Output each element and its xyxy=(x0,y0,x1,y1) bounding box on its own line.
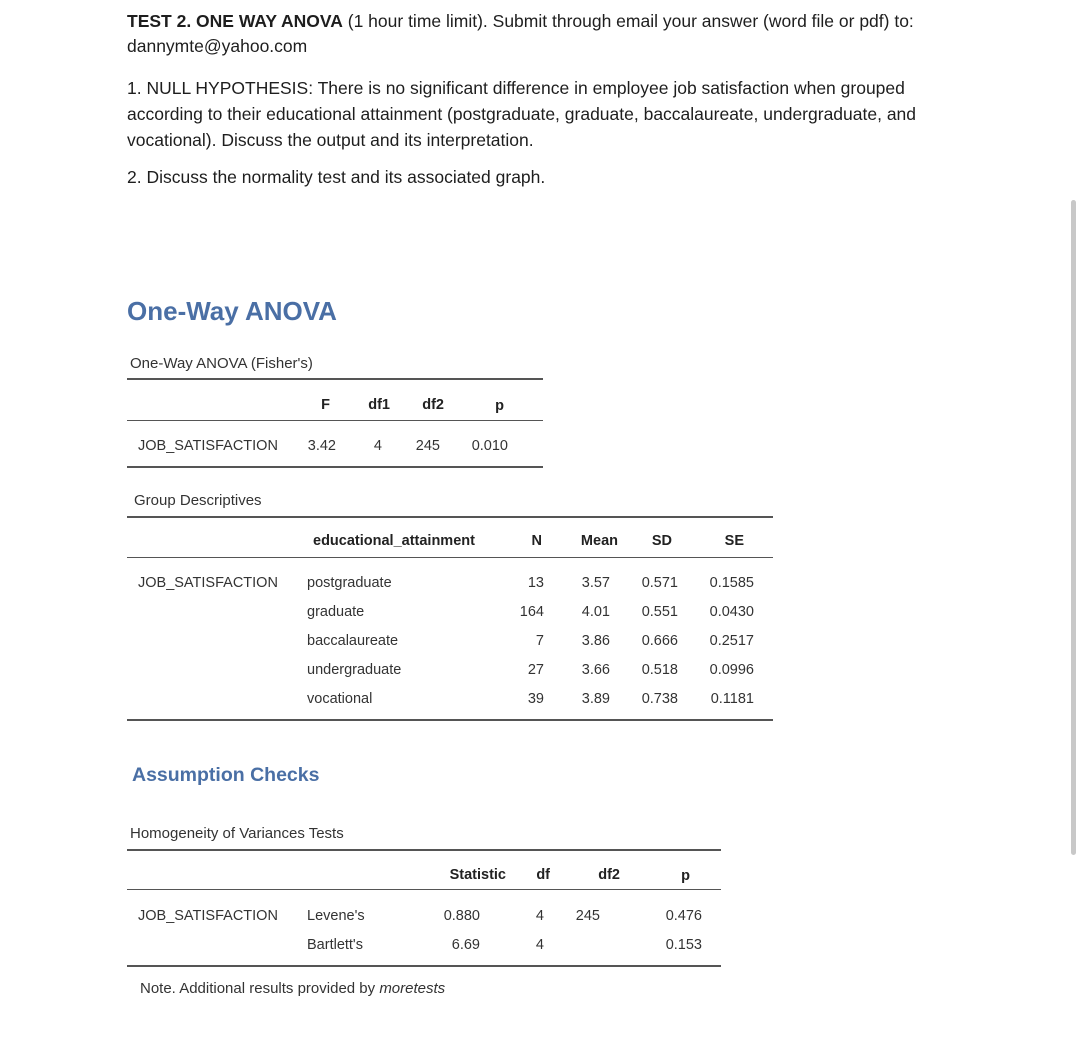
email-address: dannymte@yahoo.com xyxy=(127,36,308,56)
group-sd: 0.551 xyxy=(641,604,678,620)
group-name: undergraduate xyxy=(307,662,402,678)
vertical-scrollbar[interactable] xyxy=(1071,200,1076,855)
descriptives-header-n: N xyxy=(531,533,542,549)
group-sd: 0.666 xyxy=(641,633,678,649)
test-df: 4 xyxy=(535,908,544,924)
anova-header-df2: df2 xyxy=(422,397,444,413)
test-statistic: 6.69 xyxy=(451,937,480,953)
group-name: vocational xyxy=(307,691,373,707)
group-n: 7 xyxy=(535,633,544,649)
group-n: 27 xyxy=(527,662,544,678)
anova-row-label: JOB_SATISFACTION xyxy=(138,438,278,454)
anova-header-rule xyxy=(127,420,543,421)
anova-header-p: p xyxy=(495,398,504,414)
anova-f-value: 3.42 xyxy=(307,438,336,454)
homogeneity-header-df: df xyxy=(536,867,550,883)
homogeneity-header-statistic: Statistic xyxy=(449,867,506,883)
group-mean: 3.57 xyxy=(581,575,610,591)
question-2: 2. Discuss the normality test and its associated graph. xyxy=(127,167,546,187)
table-note xyxy=(140,980,445,997)
test-name: Bartlett's xyxy=(307,937,363,953)
descriptives-header-rule xyxy=(127,557,773,558)
anova-header-f: F xyxy=(321,397,330,413)
group-sd: 0.518 xyxy=(641,662,678,678)
anova-table-caption: One-Way ANOVA (Fisher's) xyxy=(130,355,313,372)
descriptives-top-rule xyxy=(127,516,773,518)
descriptives-caption: Group Descriptives xyxy=(134,492,262,509)
group-n: 13 xyxy=(527,575,544,591)
group-name: graduate xyxy=(307,604,365,620)
homogeneity-caption: Homogeneity of Variances Tests xyxy=(130,825,344,842)
group-se: 0.0996 xyxy=(709,662,754,678)
group-se: 0.2517 xyxy=(709,633,754,649)
test-heading xyxy=(127,9,957,59)
test-statistic: 0.880 xyxy=(443,908,480,924)
test-instructions: (1 hour time limit). Submit through email your answer (word file or pdf) to: xyxy=(342,11,914,31)
group-n: 164 xyxy=(519,604,544,620)
anova-p-value: 0.010 xyxy=(471,438,508,454)
descriptives-header-se: SE xyxy=(724,533,744,549)
homogeneity-header-rule xyxy=(127,889,721,890)
group-mean: 3.86 xyxy=(581,633,610,649)
descriptives-header-group: educational_attainment xyxy=(313,533,475,549)
group-mean: 4.01 xyxy=(581,604,610,620)
descriptives-header-sd: SD xyxy=(651,533,672,549)
homogeneity-top-rule xyxy=(127,849,721,851)
homogeneity-header-df2: df2 xyxy=(598,867,620,883)
homogeneity-header-p: p xyxy=(681,868,690,884)
anova-df1-value: 4 xyxy=(373,438,382,454)
test-name: Levene's xyxy=(307,908,365,924)
anova-header-df1: df1 xyxy=(368,397,390,413)
group-se: 0.1585 xyxy=(709,575,754,591)
group-sd: 0.738 xyxy=(641,691,678,707)
test-df: 4 xyxy=(535,937,544,953)
homogeneity-bottom-rule xyxy=(127,965,721,967)
descriptives-variable-label: JOB_SATISFACTION xyxy=(138,575,278,591)
note-text: Note. Additional results provided by xyxy=(140,980,380,997)
homogeneity-variable-label: JOB_SATISFACTION xyxy=(138,908,278,924)
descriptives-bottom-rule xyxy=(127,719,773,721)
anova-section-title: One-Way ANOVA xyxy=(127,296,337,326)
group-sd: 0.571 xyxy=(641,575,678,591)
group-mean: 3.89 xyxy=(581,691,610,707)
test-df2: 245 xyxy=(575,908,600,924)
group-name: baccalaureate xyxy=(307,633,399,649)
group-name: postgraduate xyxy=(307,575,392,591)
test-p: 0.153 xyxy=(665,937,702,953)
descriptives-header-mean: Mean xyxy=(580,533,618,549)
group-se: 0.0430 xyxy=(709,604,754,620)
group-se: 0.1181 xyxy=(710,691,754,707)
anova-df2-value: 245 xyxy=(415,438,440,454)
group-mean: 3.66 xyxy=(581,662,610,678)
note-emphasis: moretests xyxy=(379,980,446,997)
anova-table-top-rule xyxy=(127,378,543,380)
assumption-checks-title: Assumption Checks xyxy=(132,764,320,786)
question-1: 1. NULL HYPOTHESIS: There is no significant difference in employee job satisfaction when grouped according to their educational attainment (postgraduate, graduate, baccalaureate, undergraduate, and vocational). Discuss the output and its interpretation. xyxy=(127,78,917,150)
test-p: 0.476 xyxy=(665,908,702,924)
test-title: TEST 2. ONE WAY ANOVA xyxy=(127,11,343,31)
group-n: 39 xyxy=(527,691,544,707)
anova-table-bottom-rule xyxy=(127,466,543,468)
